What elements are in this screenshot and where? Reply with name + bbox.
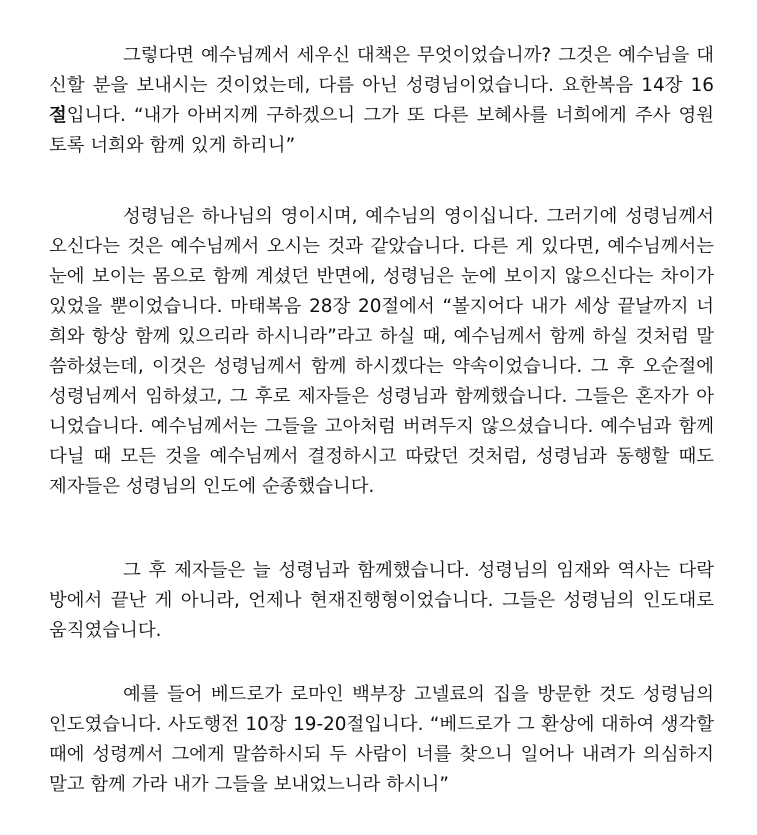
- text-line: 성령님께서 임하셨고, 그 후로 제자들은 성령님과 함께했습니다. 그들은 혼자가 아: [49, 386, 714, 407]
- text-line: 오신다는 것은 예수님께서 오시는 것과 같았습니다. 다른 게 있다면, 예수님께서는: [49, 236, 714, 257]
- text-line: 성령님은 하나님의 영이시며, 예수님의 영이십니다. 그러기에 성령님께서: [123, 206, 714, 227]
- text-line: 니었습니다. 예수님께서는 그들을 고아처럼 버려두지 않으셨습니다. 예수님과 함께: [49, 416, 714, 437]
- text-line: 제자들은 성령님의 인도에 순종했습니다.: [49, 476, 375, 497]
- text-line: 눈에 보이는 몸으로 함께 계셨던 반면에, 성령님은 눈에 보이지 않으신다는 차이가: [49, 266, 714, 287]
- paragraph-4: [49, 680, 714, 800]
- paragraph-3: [49, 556, 714, 646]
- text-line: 씀하셨는데, 이것은 성령님께서 함께 하시겠다는 약속이었습니다. 그 후 오순절에: [49, 356, 714, 377]
- text-line: 인도였습니다. 사도행전 10장 19-20절입니다. “베드로가 그 환상에 대하여 생각할: [49, 714, 714, 735]
- text-line: 말고 함께 가라 내가 그들을 보내었느니라 하시니”: [49, 774, 449, 795]
- text-line: [49, 101, 714, 131]
- text-line: 그 후 제자들은 늘 성령님과 함께했습니다. 성령님의 임재와 역사는 다락: [123, 560, 714, 581]
- text-line: 다닐 때 모든 것을 예수님께서 결정하시고 따랐던 것처럼, 성령님과 동행할 때도: [49, 446, 714, 467]
- text-segment: 입니다. “내가 아버지께 구하겠으니 그가 또 다른 보혜사를 너희에게 주사 영원: [66, 105, 714, 126]
- text-line: 있었을 뿐이었습니다. 마태복음 28장 20절에서 “볼지어다 내가 세상 끝날까지 너: [49, 296, 714, 317]
- bold-text: 절: [49, 105, 67, 126]
- text-line: 토록 너희와 함께 있게 하리니”: [49, 135, 296, 156]
- text-line: 예를 들어 베드로가 로마인 백부장 고넬료의 집을 방문한 것도 성령님의: [123, 684, 714, 705]
- text-line: 신할 분을 보내시는 것이었는데, 다름 아닌 성령님이었습니다. 요한복음 14장 16: [49, 75, 714, 96]
- text-line: 희와 항상 함께 있으리라 하시니라”라고 하실 때, 예수님께서 함께 하실 것처럼 말: [49, 326, 714, 347]
- text-line: 방에서 끝난 게 아니라, 언제나 현재진행형이었습니다. 그들은 성령님의 인도대로: [49, 590, 714, 611]
- text-line: 때에 성령께서 그에게 말씀하시되 두 사람이 너를 찾으니 일어나 내려가 의심하지: [49, 744, 714, 765]
- text-line: 움직였습니다.: [49, 620, 162, 641]
- paragraph-2: [49, 202, 714, 502]
- text-line: 그렇다면 예수님께서 세우신 대책은 무엇이었습니까? 그것은 예수님을 대: [123, 45, 714, 66]
- paragraph-1: [49, 41, 714, 161]
